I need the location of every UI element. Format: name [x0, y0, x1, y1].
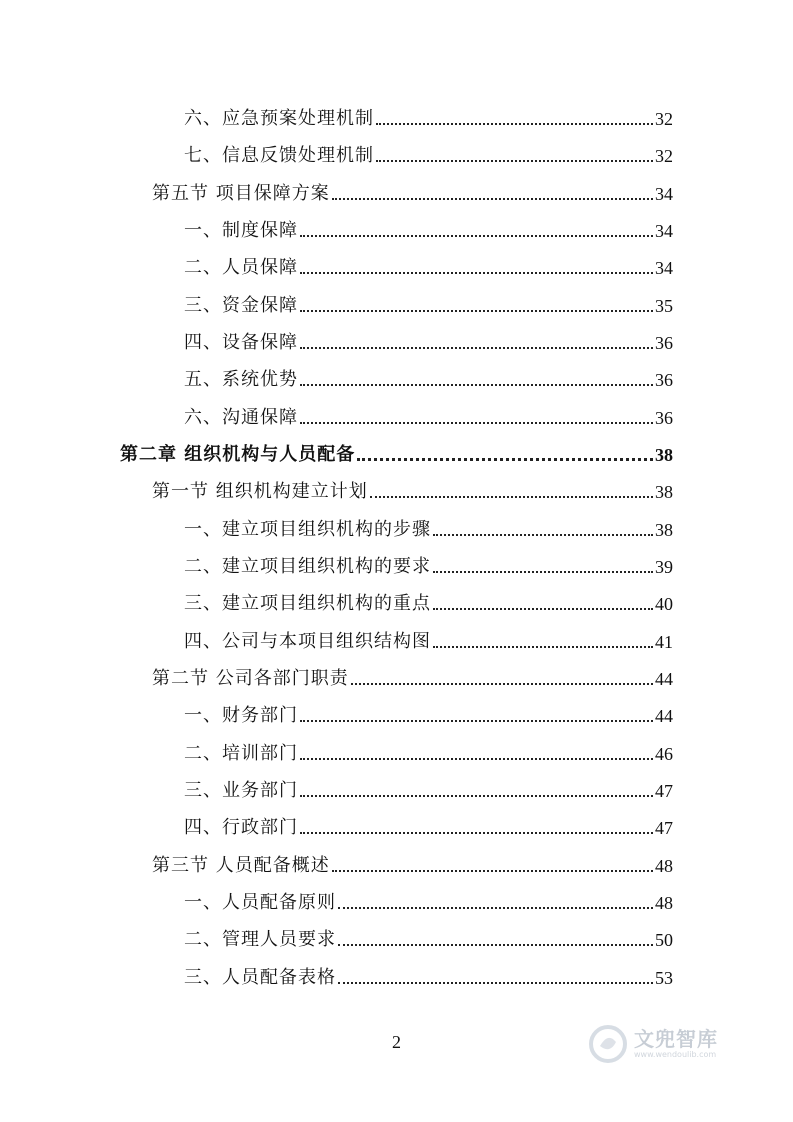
dot-leader [357, 458, 653, 461]
toc-entry[interactable] [184, 623, 673, 653]
toc-entry-title: 第一节 组织机构建立计划 [152, 481, 368, 502]
toc-entry[interactable] [184, 772, 673, 802]
watermark-url: www.wendoulib.com [634, 1050, 717, 1059]
dot-leader [433, 534, 653, 536]
toc-entry-title: 六、应急预案处理机制 [184, 108, 374, 129]
toc-entry-title: 三、资金保障 [184, 295, 298, 316]
toc-entry-title: 三、业务部门 [184, 780, 298, 801]
toc-entry-title: 六、沟通保障 [184, 407, 298, 428]
toc-entry-title: 一、制度保障 [184, 220, 298, 241]
toc-entry[interactable] [184, 100, 673, 130]
toc-entry-page: 44 [655, 669, 673, 689]
toc-entry-title: 四、行政部门 [184, 817, 298, 838]
toc-entry[interactable] [152, 660, 673, 690]
toc-entry-title: 二、建立项目组织机构的要求 [184, 556, 431, 577]
toc-entry-page: 34 [655, 258, 673, 278]
dot-leader [338, 907, 653, 909]
dot-leader [300, 422, 653, 424]
toc-entry-page: 32 [655, 109, 673, 129]
toc-entry-title: 四、设备保障 [184, 332, 298, 353]
dot-leader [332, 198, 653, 200]
dot-leader [338, 982, 653, 984]
dot-leader [300, 795, 653, 797]
page-number: 2 [392, 1032, 401, 1052]
toc-entry-page: 48 [655, 893, 673, 913]
dot-leader [300, 832, 653, 834]
dot-leader [300, 235, 653, 237]
dot-leader [433, 646, 653, 648]
dot-leader [300, 272, 653, 274]
dot-leader [300, 384, 653, 386]
toc-entry[interactable] [184, 324, 673, 354]
dot-leader [376, 160, 653, 162]
toc-entry-page: 32 [655, 146, 673, 166]
toc-entry[interactable] [184, 548, 673, 578]
toc-entry[interactable] [184, 287, 673, 317]
toc-entry-page: 36 [655, 333, 673, 353]
toc-entry[interactable] [184, 212, 673, 242]
toc-entry[interactable] [184, 735, 673, 765]
toc-entry-title: 第二章 组织机构与人员配备 [120, 444, 356, 465]
dot-leader [332, 870, 653, 872]
toc-entry-title: 一、人员配备原则 [184, 892, 336, 913]
toc-entry-title: 二、管理人员要求 [184, 929, 336, 950]
toc-entry-page: 41 [655, 632, 673, 652]
toc-entry-page: 38 [655, 520, 673, 540]
toc-entry-page: 50 [655, 930, 673, 950]
toc-entry-title: 第三节 人员配备概述 [152, 855, 330, 876]
toc-entry[interactable] [184, 959, 673, 989]
toc-entry-title: 三、人员配备表格 [184, 967, 336, 988]
dot-leader [300, 347, 653, 349]
toc-entry-title: 七、信息反馈处理机制 [184, 145, 374, 166]
toc-entry-title: 第五节 项目保障方案 [152, 183, 330, 204]
toc-entry[interactable] [184, 585, 673, 615]
toc-entry-page: 47 [655, 818, 673, 838]
toc-entry-page: 35 [655, 296, 673, 316]
toc-entry[interactable] [184, 137, 673, 167]
toc-entry-page: 40 [655, 594, 673, 614]
toc-entry[interactable] [184, 921, 673, 951]
wendou-logo-icon [588, 1024, 628, 1064]
toc-entry-page: 36 [655, 370, 673, 390]
toc-entry-title: 二、人员保障 [184, 257, 298, 278]
toc-entry[interactable] [152, 847, 673, 877]
toc-entry[interactable] [184, 697, 673, 727]
toc-entry[interactable] [184, 361, 673, 391]
dot-leader [433, 571, 653, 573]
toc-entry-title: 五、系统优势 [184, 369, 298, 390]
toc-entry[interactable] [184, 884, 673, 914]
watermark [588, 1016, 758, 1072]
toc-entry-title: 三、建立项目组织机构的重点 [184, 593, 431, 614]
toc-entry-title: 四、公司与本项目组织结构图 [184, 631, 431, 652]
dot-leader [338, 944, 653, 946]
watermark-brand: 文兜智库 [634, 1027, 718, 1051]
toc-chapter-entry[interactable] [120, 436, 673, 466]
toc-entry-page: 34 [655, 221, 673, 241]
toc-entry[interactable] [184, 249, 673, 279]
dot-leader [300, 310, 653, 312]
toc-entry-title: 二、培训部门 [184, 743, 298, 764]
toc-entry-page: 53 [655, 968, 673, 988]
toc-entry-page: 39 [655, 557, 673, 577]
toc-entry-page: 48 [655, 856, 673, 876]
dot-leader [300, 720, 653, 722]
toc-entry[interactable] [152, 473, 673, 503]
toc-entry[interactable] [184, 399, 673, 429]
dot-leader [300, 758, 653, 760]
toc-entry-title: 一、建立项目组织机构的步骤 [184, 519, 431, 540]
dot-leader [351, 683, 653, 685]
toc-entry[interactable] [184, 809, 673, 839]
toc-entry-title: 一、财务部门 [184, 705, 298, 726]
dot-leader [376, 123, 653, 125]
toc-entry-page: 36 [655, 408, 673, 428]
dot-leader [370, 496, 653, 498]
toc-entry[interactable] [184, 511, 673, 541]
toc-entry-page: 44 [655, 706, 673, 726]
toc-entry-title: 第二节 公司各部门职责 [152, 668, 349, 689]
toc-entry[interactable] [152, 175, 673, 205]
toc-entry-page: 46 [655, 744, 673, 764]
toc-entry-page: 38 [655, 482, 673, 502]
toc-entry-page: 38 [655, 445, 673, 465]
toc-entry-page: 47 [655, 781, 673, 801]
dot-leader [433, 608, 653, 610]
toc-entry-page: 34 [655, 184, 673, 204]
